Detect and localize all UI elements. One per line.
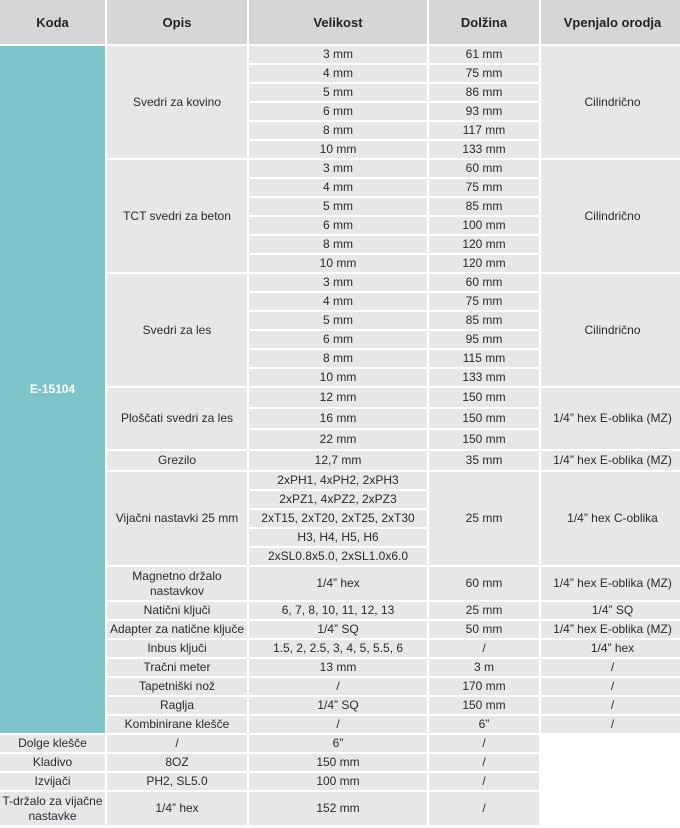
clamp-cell: 1/4” hex xyxy=(541,640,680,657)
clamp-cell: 1/4” hex E-oblika (MZ) xyxy=(541,621,680,638)
clamp-cell: Cilindrično xyxy=(541,160,680,272)
clamp-cell: / xyxy=(541,678,680,695)
size-cell: 1/4” SQ xyxy=(249,697,427,714)
length-cell: 60 mm xyxy=(429,274,539,291)
clamp-cell: Cilindrično xyxy=(541,46,680,158)
length-cell: 120 mm xyxy=(429,255,539,272)
size-cell: 2xPZ1, 4xPZ2, 2xPZ3 xyxy=(249,491,427,508)
description-cell: Kladivo xyxy=(0,754,105,771)
table-row xyxy=(0,754,680,771)
description-cell: Vijačni nastavki 25 mm xyxy=(107,472,247,565)
length-cell: 117 mm xyxy=(429,122,539,139)
length-cell: 6” xyxy=(429,716,539,733)
size-cell: 6, 7, 8, 10, 11, 12, 13 xyxy=(249,602,427,619)
length-cell: 115 mm xyxy=(429,350,539,367)
header-koda: Koda xyxy=(0,0,105,44)
length-cell: 93 mm xyxy=(429,103,539,120)
table-body xyxy=(0,46,680,825)
size-cell: 2xT15, 2xT20, 2xT25, 2xT30 xyxy=(249,510,427,527)
clamp-cell: / xyxy=(541,659,680,676)
length-cell: 6” xyxy=(249,735,427,752)
size-cell: 6 mm xyxy=(249,217,427,234)
size-cell: 8OZ xyxy=(107,754,247,771)
header-velikost: Velikost xyxy=(249,0,427,44)
clamp-cell: / xyxy=(429,792,539,825)
size-cell: 22 mm xyxy=(249,430,427,449)
size-cell: / xyxy=(249,716,427,733)
size-cell: H3, H4, H5, H6 xyxy=(249,529,427,546)
description-cell: Tračni meter xyxy=(107,659,247,676)
size-cell: 1/4” hex xyxy=(249,567,427,600)
product-code-cell: E-15104 xyxy=(0,46,105,733)
length-cell: 133 mm xyxy=(429,141,539,158)
clamp-cell: / xyxy=(541,697,680,714)
table-row xyxy=(0,46,680,63)
size-cell: 8 mm xyxy=(249,122,427,139)
size-cell: 5 mm xyxy=(249,312,427,329)
clamp-cell: / xyxy=(429,754,539,771)
description-cell: Izvijači xyxy=(0,773,105,790)
length-cell: 150 mm xyxy=(429,388,539,407)
size-cell: 8 mm xyxy=(249,236,427,253)
size-cell: 10 mm xyxy=(249,369,427,386)
description-cell: Dolge klešče xyxy=(0,735,105,752)
length-cell: 170 mm xyxy=(429,678,539,695)
description-cell: Inbus ključi xyxy=(107,640,247,657)
description-cell: Natični ključi xyxy=(107,602,247,619)
description-cell: T-držalo za vijačne nastavke xyxy=(0,792,105,825)
length-cell: 60 mm xyxy=(429,567,539,600)
description-cell: Grezilo xyxy=(107,451,247,470)
size-cell: 6 mm xyxy=(249,103,427,120)
length-cell: 150 mm xyxy=(429,409,539,428)
table-header-row xyxy=(0,0,680,44)
size-cell: / xyxy=(249,678,427,695)
description-cell: Kombinirane klešče xyxy=(107,716,247,733)
length-cell: / xyxy=(429,640,539,657)
length-cell: 100 mm xyxy=(429,217,539,234)
size-cell: 4 mm xyxy=(249,293,427,310)
length-cell: 133 mm xyxy=(429,369,539,386)
size-cell: 1/4” hex xyxy=(107,792,247,825)
size-cell: 12,7 mm xyxy=(249,451,427,470)
length-cell: 50 mm xyxy=(429,621,539,638)
size-cell: 4 mm xyxy=(249,65,427,82)
clamp-cell: 1/4” hex E-oblika (MZ) xyxy=(541,388,680,449)
clamp-cell: / xyxy=(541,716,680,733)
size-cell: 3 mm xyxy=(249,274,427,291)
length-cell: 25 mm xyxy=(429,602,539,619)
size-cell: 2xSL0.8x5.0, 2xSL1.0x6.0 xyxy=(249,548,427,565)
description-cell: Raglja xyxy=(107,697,247,714)
size-cell: 2xPH1, 4xPH2, 2xPH3 xyxy=(249,472,427,489)
size-cell: 1.5, 2, 2.5, 3, 4, 5, 5.5, 6 xyxy=(249,640,427,657)
length-cell: 120 mm xyxy=(429,236,539,253)
size-cell: 3 mm xyxy=(249,160,427,177)
length-cell: 150 mm xyxy=(429,430,539,449)
description-cell: Svedri za kovino xyxy=(107,46,247,158)
length-cell: 150 mm xyxy=(249,754,427,771)
length-cell: 75 mm xyxy=(429,293,539,310)
header-vpenjalo: Vpenjalo orodja xyxy=(541,0,680,44)
size-cell: PH2, SL5.0 xyxy=(107,773,247,790)
clamp-cell: 1/4” hex E-oblika (MZ) xyxy=(541,451,680,470)
header-dolzina: Dolžina xyxy=(429,0,539,44)
header-opis: Opis xyxy=(107,0,247,44)
length-cell: 25 mm xyxy=(429,472,539,565)
length-cell: 95 mm xyxy=(429,331,539,348)
size-cell: 13 mm xyxy=(249,659,427,676)
length-cell: 35 mm xyxy=(429,451,539,470)
clamp-cell: / xyxy=(429,773,539,790)
length-cell: 75 mm xyxy=(429,179,539,196)
length-cell: 86 mm xyxy=(429,84,539,101)
size-cell: 5 mm xyxy=(249,198,427,215)
description-cell: Adapter za natične ključe xyxy=(107,621,247,638)
size-cell: 4 mm xyxy=(249,179,427,196)
clamp-cell: 1/4” hex C-oblika xyxy=(541,472,680,565)
table-row xyxy=(0,773,680,790)
length-cell: 75 mm xyxy=(429,65,539,82)
size-cell: 8 mm xyxy=(249,350,427,367)
size-cell: 3 mm xyxy=(249,46,427,63)
description-cell: Magnetno držalo nastavkov xyxy=(107,567,247,600)
clamp-cell: Cilindrično xyxy=(541,274,680,386)
length-cell: 60 mm xyxy=(429,160,539,177)
length-cell: 85 mm xyxy=(429,198,539,215)
size-cell: 12 mm xyxy=(249,388,427,407)
size-cell: 1/4” SQ xyxy=(249,621,427,638)
size-cell: 10 mm xyxy=(249,255,427,272)
description-cell: Tapetniški nož xyxy=(107,678,247,695)
length-cell: 85 mm xyxy=(429,312,539,329)
clamp-cell: 1/4” hex E-oblika (MZ) xyxy=(541,567,680,600)
length-cell: 61 mm xyxy=(429,46,539,63)
table-row xyxy=(0,735,680,752)
length-cell: 3 m xyxy=(429,659,539,676)
description-cell: TCT svedri za beton xyxy=(107,160,247,272)
table-row xyxy=(0,792,680,825)
clamp-cell: 1/4” SQ xyxy=(541,602,680,619)
size-cell: 16 mm xyxy=(249,409,427,428)
length-cell: 150 mm xyxy=(429,697,539,714)
length-cell: 152 mm xyxy=(249,792,427,825)
size-cell: 5 mm xyxy=(249,84,427,101)
size-cell: / xyxy=(107,735,247,752)
clamp-cell: / xyxy=(429,735,539,752)
size-cell: 6 mm xyxy=(249,331,427,348)
description-cell: Ploščati svedri za les xyxy=(107,388,247,449)
description-cell: Svedri za les xyxy=(107,274,247,386)
length-cell: 100 mm xyxy=(249,773,427,790)
size-cell: 10 mm xyxy=(249,141,427,158)
